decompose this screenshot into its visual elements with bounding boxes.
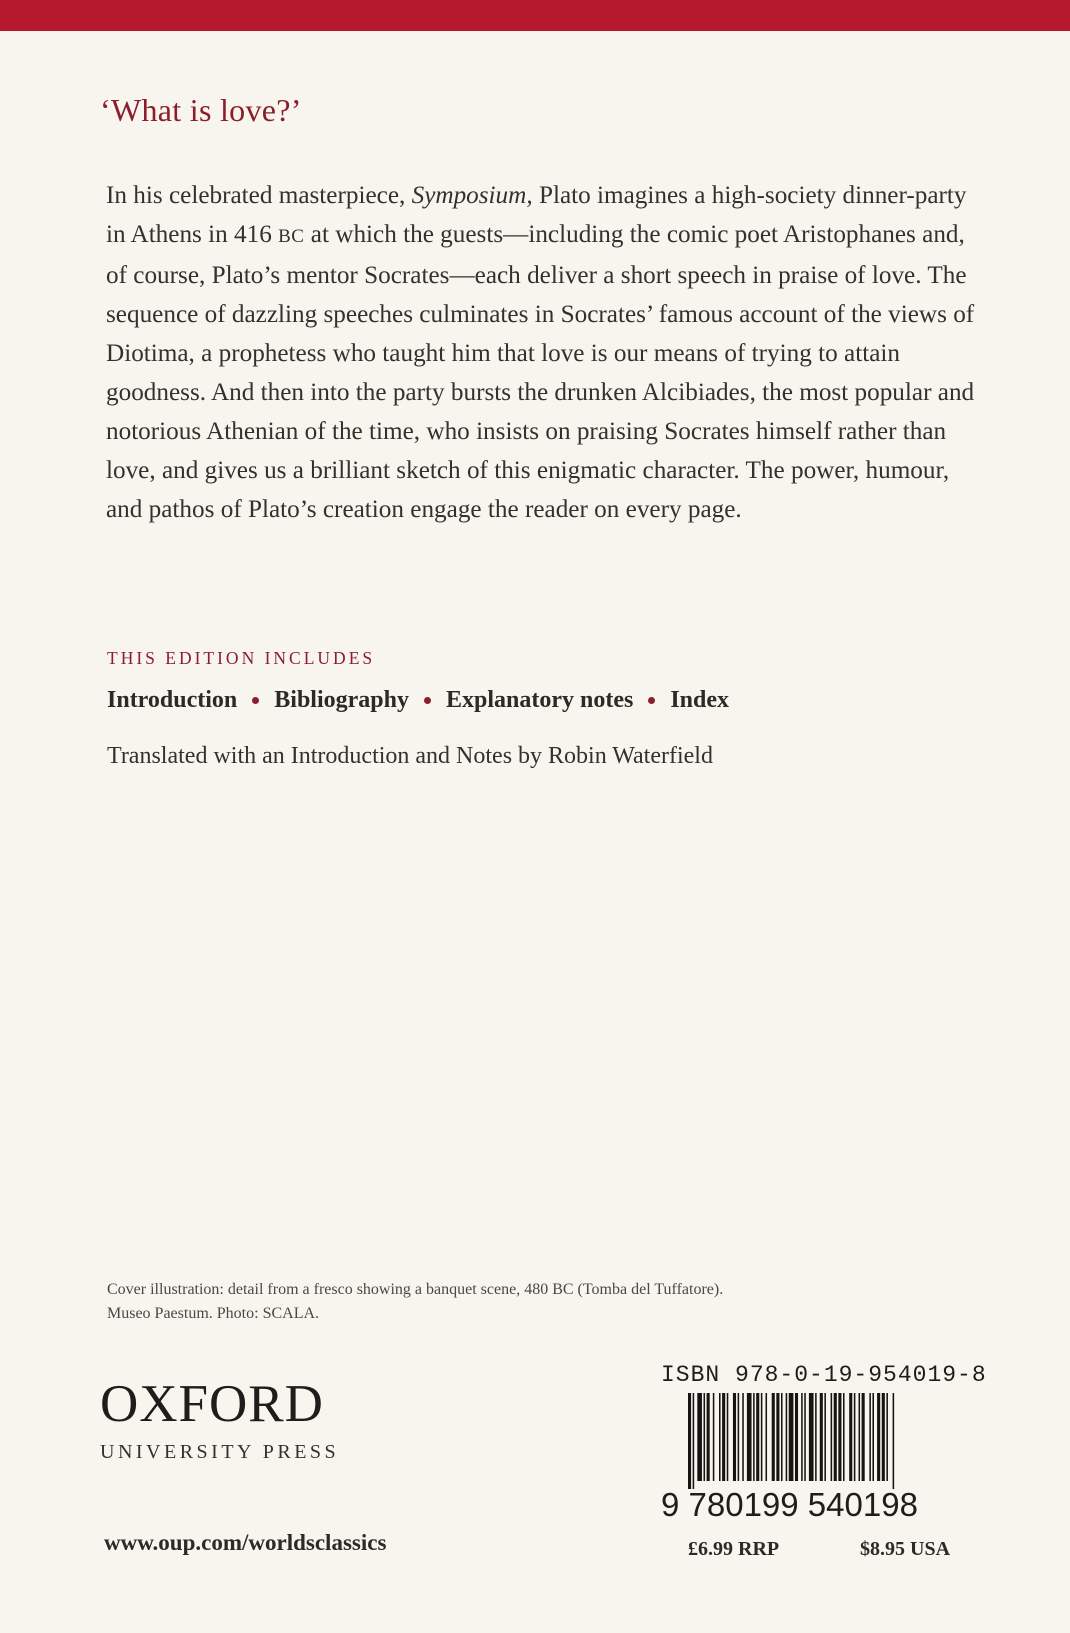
cover-credit bbox=[107, 1278, 867, 1326]
edition-includes-list bbox=[107, 687, 729, 714]
price-us: $8.95 USA bbox=[860, 1538, 951, 1560]
website-link[interactable]: www.oup.com/worldsclassics bbox=[104, 1530, 387, 1555]
barcode-digits: 9 780199 540198 bbox=[661, 1486, 918, 1523]
translator-line: Translated with an Introduction and Notes by Robin Waterfield bbox=[107, 743, 713, 769]
blurb-text-1: In his celebrated masterpiece, bbox=[106, 182, 412, 209]
isbn-label: ISBN 978-0-19-954019-8 bbox=[661, 1362, 987, 1388]
include-item-introduction: Introduction bbox=[107, 687, 238, 713]
cover-credit-line-1: Cover illustration: detail from a fresco showing a banquet scene, 480 BC (Tomba del Tuffatore). bbox=[107, 1281, 724, 1298]
barcode-icon bbox=[688, 1393, 958, 1489]
publisher-name: OXFORD bbox=[100, 1375, 324, 1433]
bullet-icon bbox=[424, 697, 431, 704]
publisher-subtitle: UNIVERSITY PRESS bbox=[100, 1441, 340, 1463]
bullet-icon bbox=[252, 697, 259, 704]
include-item-index: Index bbox=[670, 687, 730, 713]
include-item-bibliography: Bibliography bbox=[274, 687, 409, 713]
edition-heading: THIS EDITION INCLUDES bbox=[107, 648, 376, 668]
oxford-logo bbox=[100, 1375, 340, 1464]
work-title: Symposium, bbox=[411, 182, 533, 209]
cover-quote: ‘What is love?’ bbox=[100, 92, 302, 128]
blurb-text-3: at which the guests—including the comic poet Aristophanes and, of course, Plato’s mentor Socrates—each deliver a short speech in praise of love. The sequence of dazzling speeches culminates in Socrates’ famous account of the views of Diotima, a prophetess who taught him that love is our means of trying to attain goodness. And then into the party bursts the drunken Alcibiades, the most popular and notorious Athenian of the time, who insists on praising Socrates himself rather than love, and gives us a brilliant sketch of this enigmatic character. The power, humour, and pathos of Plato’s creation engage the reader on every page. bbox=[106, 221, 975, 523]
include-item-explanatory-notes: Explanatory notes bbox=[445, 687, 634, 713]
era-abbreviation: BC bbox=[278, 226, 305, 247]
cover-credit-line-2: Museo Paestum. Photo: SCALA. bbox=[107, 1305, 320, 1322]
blurb-text-2: Plato imagines a high-society dinner-party in Athens in 416 bbox=[106, 182, 967, 248]
blurb-paragraph bbox=[106, 176, 986, 529]
price-uk: £6.99 RRP bbox=[688, 1538, 780, 1560]
bullet-icon bbox=[648, 697, 655, 704]
top-color-band bbox=[0, 0, 1070, 31]
